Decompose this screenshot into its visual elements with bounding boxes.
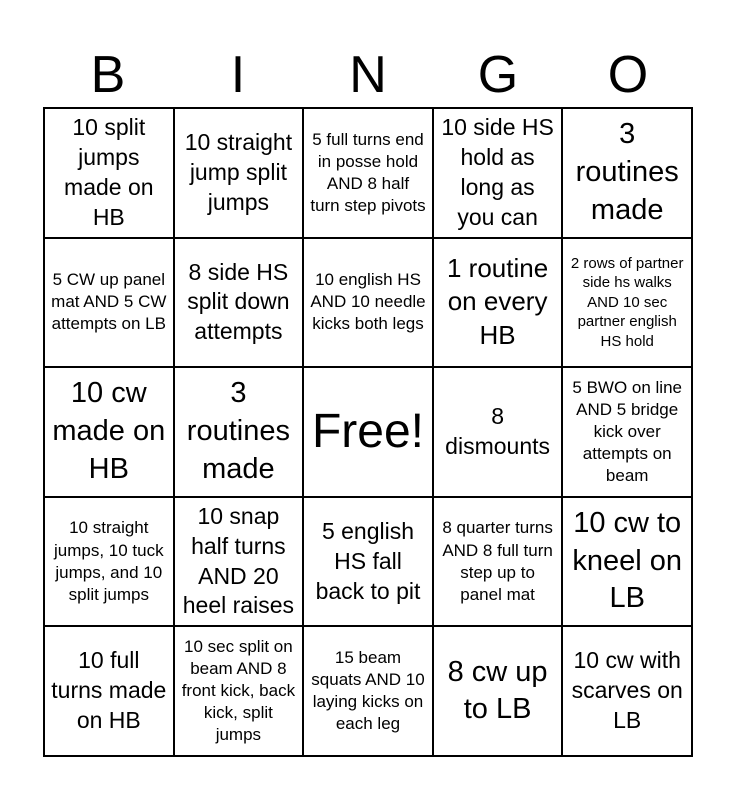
cell-text: 10 full turns made on HB xyxy=(51,647,167,734)
bingo-cell xyxy=(174,367,304,497)
bingo-cell xyxy=(433,367,563,497)
bingo-cell xyxy=(174,497,304,627)
bingo-cell xyxy=(433,626,563,756)
bingo-cell xyxy=(562,238,692,368)
bingo-cell xyxy=(433,238,563,368)
cell-text: 10 cw made on HB xyxy=(52,377,166,485)
cell-text: 10 straight jumps, 10 tuck jumps, and 10 split jumps xyxy=(53,518,164,604)
cell-text: 10 sec split on beam AND 8 front kick, back kick, split jumps xyxy=(181,636,296,745)
bingo-cell xyxy=(303,497,433,627)
bingo-cell xyxy=(303,238,433,368)
cell-text: 8 quarter turns AND 8 full turn step up to panel mat xyxy=(442,518,553,604)
cell-text: 10 english HS AND 10 needle kicks both legs xyxy=(310,270,426,334)
cell-text: 10 snap half turns AND 20 heel raises xyxy=(182,502,294,619)
bingo-cell xyxy=(174,238,304,368)
bingo-cell xyxy=(303,626,433,756)
bingo-cell xyxy=(303,108,433,238)
bingo-cell xyxy=(433,108,563,238)
bingo-cell xyxy=(562,497,692,627)
bingo-cell xyxy=(562,367,692,497)
cell-text: 8 cw up to LB xyxy=(447,655,548,726)
header-letter-i: I xyxy=(230,46,246,104)
header-letter-b: B xyxy=(90,46,126,104)
cell-text: 2 rows of partner side hs walks AND 10 sec partner english HS hold xyxy=(570,254,684,350)
cell-text: 5 BWO on line AND 5 bridge kick over attempts on beam xyxy=(572,377,682,486)
cell-text: 1 routine on every HB xyxy=(447,252,549,351)
header-letter-n: N xyxy=(349,46,387,104)
bingo-cell xyxy=(44,367,174,497)
bingo-cell xyxy=(44,238,174,368)
cell-text: 10 straight jump split jumps xyxy=(184,128,293,215)
bingo-cell xyxy=(433,497,563,627)
bingo-cell xyxy=(44,108,174,238)
bingo-cell xyxy=(174,626,304,756)
cell-text: 3 routines made xyxy=(186,377,290,485)
bingo-cell xyxy=(562,626,692,756)
bingo-cell xyxy=(562,108,692,238)
cell-text: 8 dismounts xyxy=(445,403,550,459)
cell-text: 3 routines made xyxy=(575,118,679,226)
cell-text: 8 side HS split down attempts xyxy=(187,258,290,345)
header-letter-g: G xyxy=(477,46,519,104)
bingo-cell xyxy=(174,108,304,238)
cell-text: 10 cw with scarves on LB xyxy=(571,647,683,734)
bingo-cell xyxy=(44,497,174,627)
cell-text: 5 CW up panel mat AND 5 CW attempts on LB xyxy=(51,270,167,334)
bingo-cell-free xyxy=(303,367,433,497)
free-space-text: Free! xyxy=(311,404,424,458)
header-letter-o: O xyxy=(607,46,649,104)
bingo-cell xyxy=(44,626,174,756)
cell-text: 10 cw to kneel on LB xyxy=(572,507,683,615)
cell-text: 10 split jumps made on HB xyxy=(64,114,154,230)
bingo-grid xyxy=(43,107,693,757)
cell-text: 5 full turns end in posse hold AND 8 half turn step pivots xyxy=(310,129,426,215)
cell-text: 5 english HS fall back to pit xyxy=(315,517,421,604)
cell-text: 15 beam squats AND 10 laying kicks on each leg xyxy=(311,648,425,734)
bingo-header xyxy=(43,42,693,108)
cell-text: 10 side HS hold as long as you can xyxy=(441,114,554,230)
